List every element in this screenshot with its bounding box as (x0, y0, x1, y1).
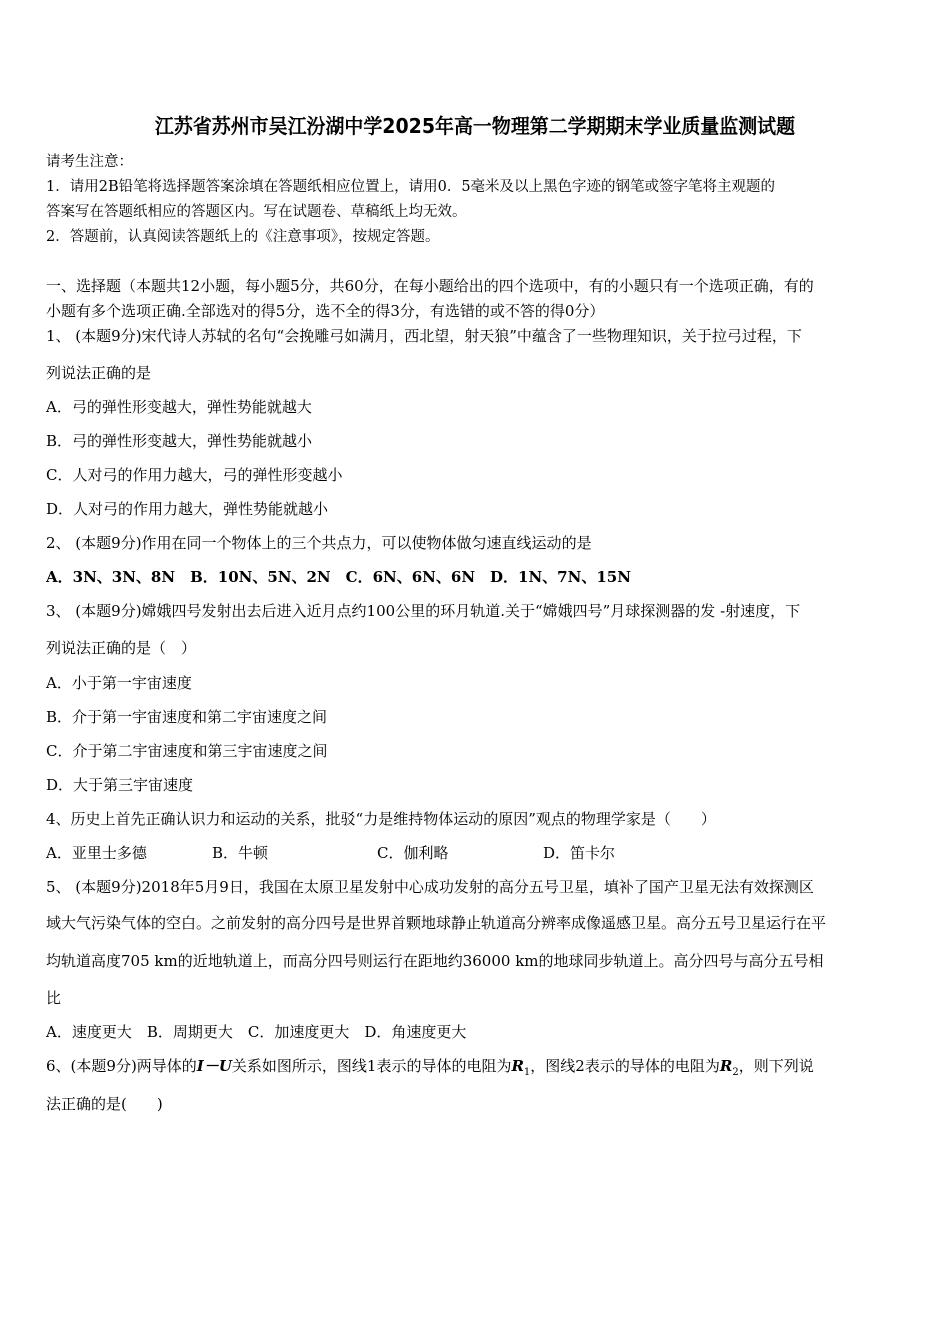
q2-stem: 2、 (本题9分)作用在同一个物体上的三个共点力，可以使物体做匀速直线运动的是 (46, 534, 592, 552)
notice-item-1b: 答案写在答题纸相应的答题区内。写在试题卷、草稿纸上均无效。 (46, 204, 467, 220)
section-heading-a: 一、选择题（本题共12小题，每小题5分，共60分，在每小题给出的四个选项中，有的小题只有一个选项正确，有的 (46, 277, 814, 295)
notice-item-2: 2．答题前，认真阅读答题纸上的《注意事项》，按规定答题。 (46, 229, 440, 245)
q3-option-a: A．小于第一宇宙速度 (46, 674, 192, 692)
q3-option-c: C．介于第二宇宙速度和第三宇宙速度之间 (46, 742, 328, 760)
q6-text-3: ，图线2表示的导体的电阻为 (530, 1057, 720, 1075)
section-heading-b: 小题有多个选项正确.全部选对的得5分，选不全的得3分，有选错的或不答的得0分） (46, 302, 605, 320)
q6-r1-subscript: 1 (523, 1067, 531, 1078)
q4-option-c: C．伽利略 (377, 844, 449, 862)
q1-option-a: A．弓的弹性形变越大，弹性势能就越大 (46, 398, 312, 416)
q6-r2-symbol: R (719, 1057, 733, 1075)
q1-option-c: C．人对弓的作用力越大，弓的弹性形变越小 (46, 466, 343, 484)
q6-r1-symbol: R (511, 1057, 524, 1075)
q4-option-b: B．牛顿 (212, 844, 269, 862)
q6-r2-subscript: 2 (732, 1067, 739, 1078)
q6-text-1: 6、(本题9分)两导体的 (46, 1057, 197, 1075)
q5-stem-b: 域大气污染气体的空白。之前发射的高分四号是世界首颗地球静止轨道高分辨率成像遥感卫星。高分五号卫星运行在平 (46, 914, 827, 932)
notice-item-1a: 1．请用2B铅笔将选择题答案涂填在答题纸相应位置上，请用0．5毫米及以上黑色字迹的钢笔或签字笔将主观题的 (46, 179, 776, 195)
q6-text-4: ，则下列说 (738, 1057, 814, 1075)
q3-option-b: B．介于第一宇宙速度和第二宇宙速度之间 (46, 708, 328, 726)
q1-stem-a: 1、 (本题9分)宋代诗人苏轼的名句“会挽雕弓如满月，西北望，射天狼”中蕴含了一些物理知识，关于拉弓过程，下 (46, 327, 802, 345)
q5-options: A．速度更大 B．周期更大 C．加速度更大 D．角速度更大 (46, 1023, 467, 1041)
q2-options: A．3N、3N、8N B．10N、5N、2N C．6N、6N、6N D．1N、7N、15N (46, 568, 631, 586)
q3-option-d: D．大于第三宇宙速度 (46, 776, 194, 794)
q6-text-2: 关系如图所示，图线1表示的导体的电阻为 (231, 1057, 512, 1075)
q3-stem-a: 3、 (本题9分)嫦娥四号发射出去后进入近月点约100公里的环月轨道.关于“嫦娥四号”月球探测器的发 -射速度，下 (46, 602, 801, 620)
q3-stem-b: 列说法正确的是（ ） (46, 639, 197, 657)
q6-stem-a (46, 1054, 908, 1085)
notice-header: 请考生注意： (46, 154, 133, 170)
q1-option-d: D．人对弓的作用力越大，弹性势能就越小 (46, 500, 329, 518)
q6-iu-symbol: I－U (196, 1057, 232, 1075)
q6-stem-b: 法正确的是( ) (46, 1095, 163, 1113)
q5-stem-a: 5、 (本题9分)2018年5月9日，我国在太原卫星发射中心成功发射的高分五号卫星，填补了国产卫星无法有效探测区 (46, 878, 814, 896)
q4-stem: 4、历史上首先正确认识力和运动的关系，批驳“力是维持物体运动的原因”观点的物理学家是（ ） (46, 810, 716, 828)
q5-stem-d: 比 (46, 989, 62, 1007)
q5-stem-c: 均轨道高度705 km的近地轨道上，而高分四号则运行在距地约36000 km的地球同步轨道上。高分四号与高分五号相 (46, 952, 824, 970)
q4-option-d: D．笛卡尔 (543, 844, 616, 862)
q1-stem-b: 列说法正确的是 (46, 364, 152, 382)
q4-option-a: A．亚里士多德 (46, 844, 147, 862)
q1-option-b: B．弓的弹性形变越大，弹性势能就越小 (46, 432, 313, 450)
page-title: 江苏省苏州市吴江汾湖中学2025年高一物理第二学期期末学业质量监测试题 (154, 114, 796, 138)
